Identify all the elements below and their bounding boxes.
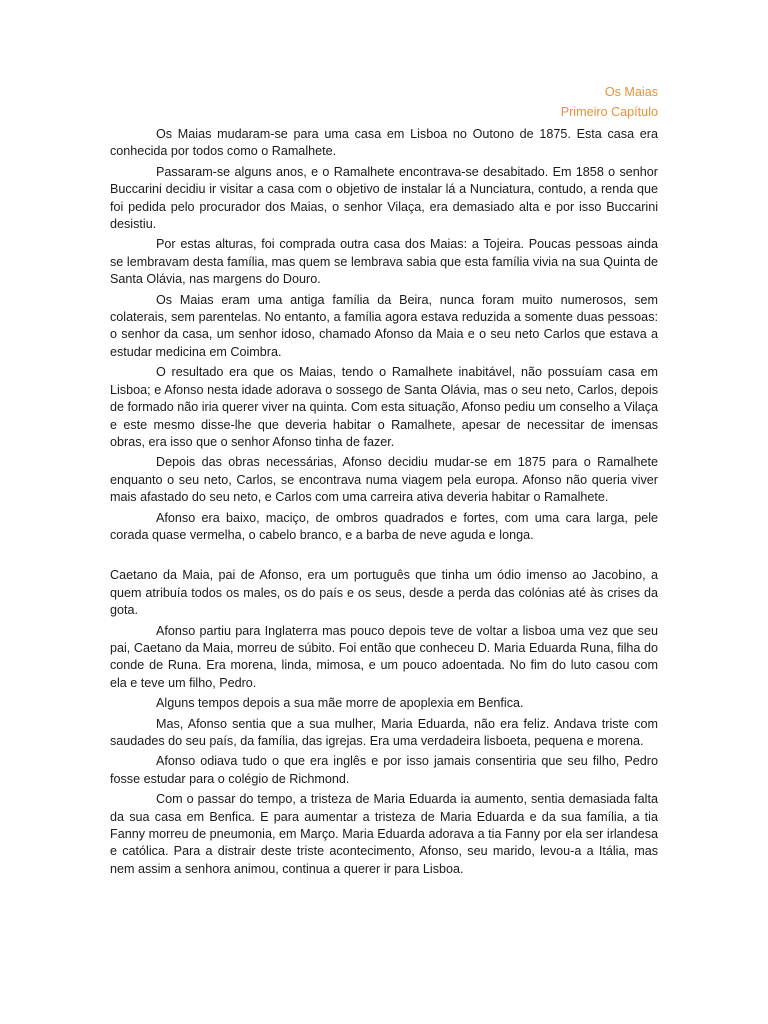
paragraph: Mas, Afonso sentia que a sua mulher, Maria Eduarda, não era feliz. Andava triste com saudades do seu país, da família, das igrejas. Era uma verdadeira lisboeta, pequena e morena.: [110, 716, 658, 748]
paragraph: Afonso era baixo, maciço, de ombros quadrados e fortes, com uma cara larga, pele corada quase vermelha, o cabelo branco, e a barba de neve aguda e longa.: [110, 510, 658, 542]
section-break: [110, 547, 658, 567]
paragraph: Os Maias mudaram-se para uma casa em Lisboa no Outono de 1875. Esta casa era conhecida por todos como o Ramalhete.: [110, 127, 658, 159]
paragraph: Passaram-se alguns anos, e o Ramalhete encontrava-se desabitado. Em 1858 o senhor Buccarini decidiu ir visitar a casa com o objetivo de instalar lá a Nunciatura, contudo, a renda que foi pedida pelo procurador dos Maias, o senhor Vilaça, era demasiado alta e por isso Buccarini desistiu.: [110, 164, 658, 232]
paragraph: Por estas alturas, foi comprada outra casa dos Maias: a Tojeira. Poucas pessoas ainda se lembravam desta família, mas quem se lembrava sabia que esta família vivia na sua Quinta de Santa Olávia, nas margens do Douro.: [110, 237, 658, 287]
paragraph: Os Maias eram uma antiga família da Beira, nunca foram muito numerosos, sem colaterais, sem parentelas. No entanto, a família agora estava reduzida a somente duas pessoas: o senhor da casa, um senhor idoso, chamado Afonso da Maia e o seu neto Carlos que estava a estudar medicina em Coimbra.: [110, 292, 658, 359]
paragraph: O resultado era que os Maias, tendo o Ramalhete inabitável, não possuíam casa em Lisboa; e Afonso nesta idade adorava o sossego de Santa Olávia, mas o seu neto, Carlos, depois de formado não iria querer viver na quinta. Com esta situação, Afonso pediu um conselho a Vilaça e este mesmo disse-lhe que deveria habitar o Ramalhete, apesar de necessitar de imensas obras, era isso que o senhor Afonso tinha de fazer.: [110, 365, 658, 449]
paragraph: Afonso odiava tudo o que era inglês e por isso jamais consentiria que seu filho, Pedro fosse estudar para o colégio de Richmond.: [110, 754, 658, 786]
heading-block: [110, 82, 658, 122]
paragraph: Depois das obras necessárias, Afonso decidiu mudar-se em 1875 para o Ramalhete enquanto o seu neto, Carlos, se encontrava numa viagem pela europa. Afonso não queria viver mais afastado do seu neto, e Carlos com uma carreira ativa deveria habitar o Ramalhete.: [110, 455, 658, 505]
chapter-title: Primeiro Capítulo: [560, 105, 658, 119]
paragraph-no-indent: Caetano da Maia, pai de Afonso, era um português que tinha um ódio imenso ao Jacobino, a quem atribuía todos os males, os do país e os seus, desde a perda das colónias até às crises da gota.: [110, 568, 658, 618]
paragraph: Afonso partiu para Inglaterra mas pouco depois teve de voltar a lisboa uma vez que seu pai, Caetano da Maia, morreu de súbito. Foi então que conheceu D. Maria Eduarda Runa, filha do conde de Runa. Era morena, linda, mimosa, e um pouco adoentada. No fim do luto casou com ela e teve um filho, Pedro.: [110, 623, 658, 690]
document-title: Os Maias: [604, 85, 658, 99]
document-page: [110, 82, 658, 881]
paragraph: Alguns tempos depois a sua mãe morre de apoplexia em Benfica.: [156, 696, 524, 711]
paragraph: Com o passar do tempo, a tristeza de Maria Eduarda ia aumento, sentia demasiada falta da sua casa em Benfica. E para aumentar a tristeza de Maria Eduarda e da sua família, a tia Fanny morreu de pneumonia, em Março. Maria Eduarda adorava a tia Fanny por ela ser irlandesa e católica. Para a distrair deste triste acontecimento, Afonso, seu marido, levou-a a Itália, mas nem assim a senhora animou, continua a querer ir para Lisboa.: [110, 792, 658, 876]
